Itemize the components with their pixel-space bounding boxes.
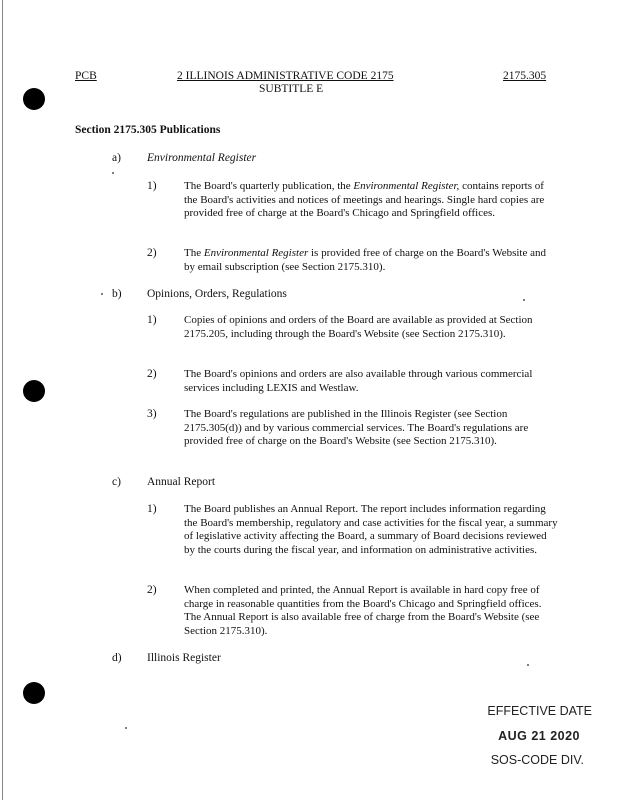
paragraph-c1: The Board publishes an Annual Report. The report includes information regarding the Board's membership, regulatory and case activities for the fiscal year, a summary of legislative activity affecting the Board, a summary of Board decisions reviewed by the courts during the fiscal year, and information on administrative activities. — [184, 503, 558, 556]
paragraph-a2-text-cont: is provided free of charge on the Board's Website and by email subscription (see Section 2175.310). — [184, 247, 546, 273]
effective-date-stamp-date: AUG 21 2020 — [498, 729, 580, 743]
item-number: 2) — [147, 584, 157, 596]
paragraph-a1-text-cont: contains reports of the Board's activities and notices of meetings and hearings. Single hard copies are provided free of charge at the Board's Chicago and Springfield offices. — [184, 180, 545, 220]
paragraph-a2-text: The — [184, 247, 204, 259]
header-right: 2175.305 — [503, 70, 547, 82]
subsection-label-c: c) — [112, 476, 121, 488]
subsection-title-b: Opinions, Orders, Regulations — [147, 288, 287, 300]
paragraph-b2: The Board's opinions and orders are also available through various commercial services including LEXIS and Westlaw. — [184, 368, 533, 394]
item-number: 2) — [147, 247, 157, 259]
item-number: 1) — [147, 314, 157, 326]
effective-date-stamp-dept: SOS-CODE DIV. — [490, 753, 584, 767]
header-subtitle: SUBTITLE E — [259, 83, 324, 95]
subsection-title-d: Illinois Register — [147, 652, 221, 664]
subsection-title-a: Environmental Register — [147, 152, 257, 164]
effective-date-stamp-label: EFFECTIVE DATE — [487, 704, 592, 718]
scan-speck — [112, 172, 114, 174]
paragraph-c2: When completed and printed, the Annual Report is available in hard copy free of charge in reasonable quantities from the Board's Chicago and Springfield offices. The Annual Report is also available free of charge from the Board's Website (see Section 2175.310). — [184, 584, 542, 637]
punch-hole — [23, 88, 45, 110]
header-center: 2 ILLINOIS ADMINISTRATIVE CODE 2175 — [177, 70, 394, 82]
subsection-label-b: b) — [112, 288, 122, 300]
paragraph-a1-emphasis: Environmental Register, — [353, 180, 460, 192]
section-title: Section 2175.305 Publications — [75, 124, 221, 136]
subsection-title-c: Annual Report — [147, 476, 216, 488]
scan-speck — [101, 293, 103, 295]
paragraph-a2 — [184, 247, 559, 274]
scan-speck — [523, 299, 525, 301]
paragraph-a1-text: The Board's quarterly publication, the — [184, 180, 354, 192]
punch-hole — [23, 682, 45, 704]
scan-speck — [125, 727, 127, 729]
paragraph-b1: Copies of opinions and orders of the Board are available as provided at Section 2175.205, including through the Board's Website (see Section 2175.310). — [184, 314, 533, 340]
paragraph-b3: The Board's regulations are published in the Illinois Register (see Section 2175.305(d)) and by various commercial services. The Board's regulations are provided free of charge on the Board's Website (see Section 2175.310). — [184, 408, 529, 448]
item-number: 1) — [147, 180, 157, 192]
item-number: 3) — [147, 408, 157, 420]
subsection-label-a: a) — [112, 152, 121, 164]
item-number: 1) — [147, 503, 157, 515]
item-number: 2) — [147, 368, 157, 380]
header-left: PCB — [75, 70, 97, 82]
paragraph-a2-emphasis: Environmental Register — [203, 247, 309, 259]
paragraph-a1 — [184, 180, 559, 221]
scan-speck — [527, 664, 529, 666]
punch-hole — [23, 380, 45, 402]
subsection-label-d: d) — [112, 652, 122, 664]
page-edge-line — [2, 0, 3, 800]
